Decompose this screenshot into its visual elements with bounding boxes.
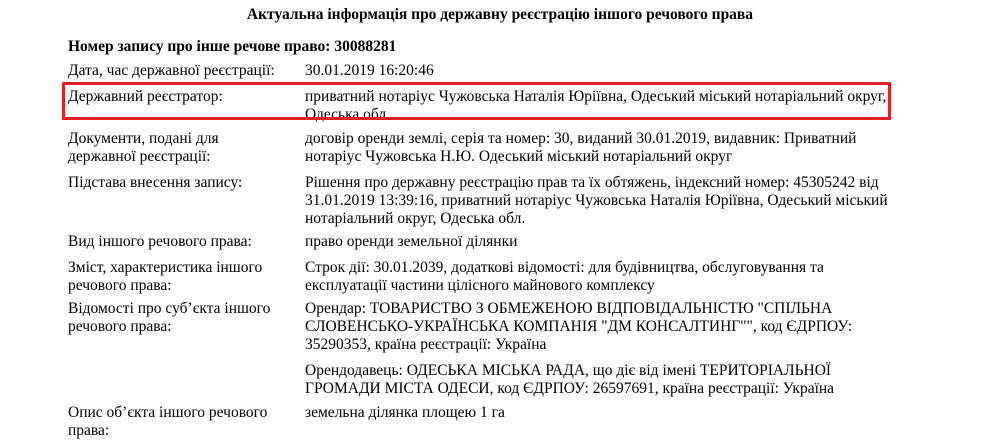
lessor-info: Орендодавець: ОДЕСЬКА МІСЬКА РАДА, що діє від імені ТЕРИТОРІАЛЬНОЇ ГРОМАДИ МІСТА ОДЕСИ, код ЄДРПОУ: 26597691, країна реєстрації: Україна <box>305 362 835 397</box>
registrar-highlight-box <box>62 82 891 120</box>
row-label: Підстава внесення запису: <box>68 174 243 191</box>
row-value: Строк дії: 30.01.2039, додаткові відомості: для будівництва, обслуговування та експлуатації частини цілісного майнового комплексу <box>305 259 824 294</box>
row-label: Зміст, характеристика іншого речового права: <box>68 259 263 294</box>
row-value: приватний нотаріус Чужовська Наталія Юріївна, Одеський міський нотаріальний округ, Одеська обл. <box>305 88 887 123</box>
row-label: Опис об’єкта іншого речового права: <box>68 404 268 439</box>
row-value: 30.01.2019 16:20:46 <box>305 62 434 79</box>
row-label: Державний реєстратор: <box>68 88 223 105</box>
row-value: право оренди земельної ділянки <box>305 233 518 250</box>
row-label: Дата, час державної реєстрації: <box>68 62 275 79</box>
record-number: Номер запису про інше речове право: 30088281 <box>68 38 397 55</box>
row-value: Рішення про державну реєстрацію прав та їх обтяжень, індексний номер: 45305242 від 31.01.2019 13:39:16, приватний нотаріус Чужовська Наталія Юріївна, Одеський міський нотаріальний округ, Одеська обл. <box>305 174 888 227</box>
row-label: Документи, подані для державної реєстрації: <box>68 130 219 165</box>
document-title: Актуальна інформація про державну реєстрацію іншого речового права <box>246 6 754 23</box>
row-value: договір оренди землі, серія та номер: 30, виданий 30.01.2019, видавник: Приватний нотаріус Чужовська Н.Ю. Одеський міський нотаріальний округ <box>305 130 857 165</box>
row-label: Вид іншого речового права: <box>68 233 252 250</box>
lessee-info: Орендар: ТОВАРИСТВО З ОБМЕЖЕНОЮ ВІДПОВІДАЛЬНІСТЮ "СПІЛЬНА СЛОВЕНСЬКО-УКРАЇНСЬКА КОМПАНІЯ "ДМ КОНСАЛТИНГ"", код ЄДРПОУ: 35290353, країна реєстрації: Україна <box>305 300 853 353</box>
row-value <box>305 300 895 398</box>
row-value: земельна ділянка площею 1 га <box>305 404 505 421</box>
row-label: Відомості про суб’єкта іншого речового права: <box>68 300 271 335</box>
